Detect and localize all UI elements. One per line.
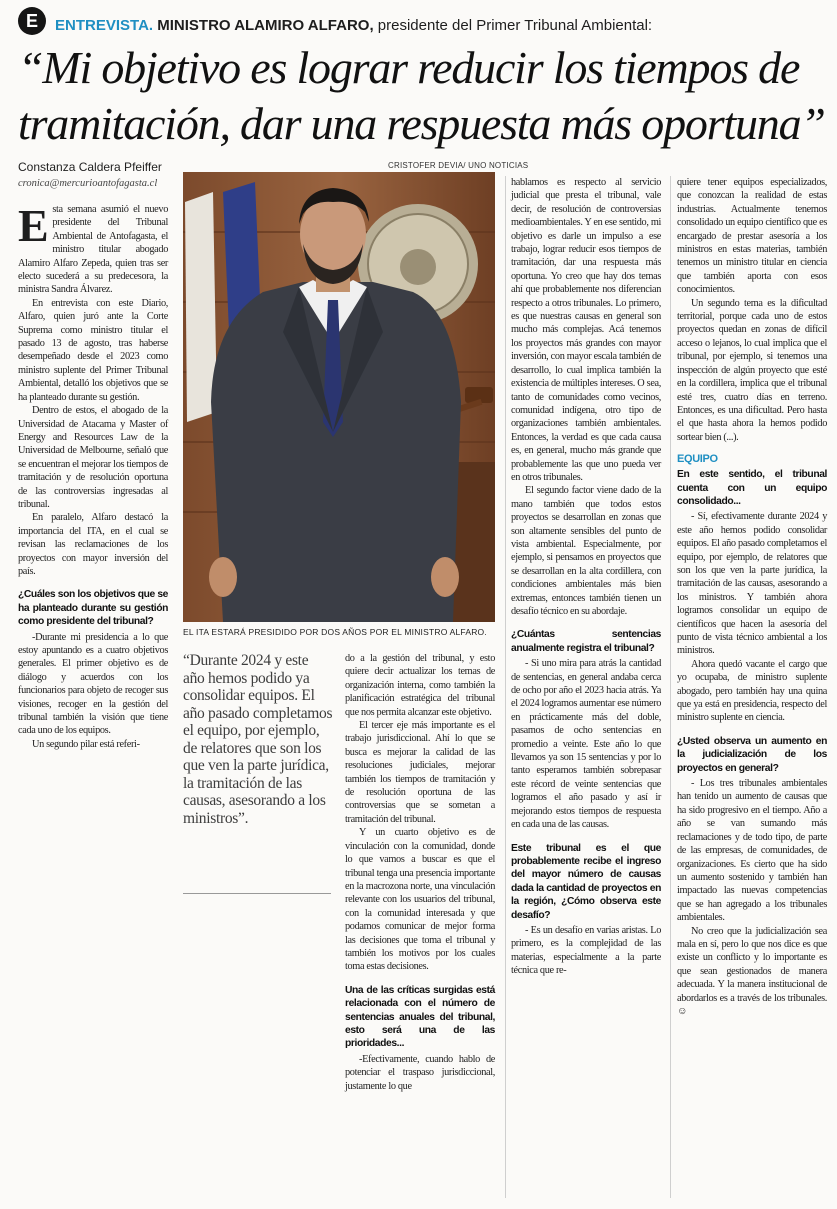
paragraph: quiere tener equipos especializados, que conozcan la realidad de estas industrias. Actualmente tenemos consolidado un equipo científico que es encargado de prestar asesoría a los ministros en estas materias, también tenemos un ministro titular en ciencia que también aporta con esos conocimientos. (677, 177, 827, 296)
byline-email[interactable]: cronica@mercurioantofagasta.cl (18, 178, 158, 189)
byline-author: Constanza Caldera Pfeiffer (18, 160, 162, 174)
lead-paragraph (18, 200, 168, 297)
paragraph: Dentro de estos, el abogado de la Universidad de Atacama y Master of Energy and Resources Law de la Universidad de Melbourne, señaló que se encuentran el mejorar los tiempos de tramitación y de resolución oportuna de las controversias ingresadas al tribunal. (18, 405, 168, 510)
subheading-equipo: EQUIPO (677, 453, 718, 466)
photo-credit: CRISTOFER DEVIA/ UNO NOTICIAS (388, 161, 529, 170)
interview-question: Una de las críticas surgidas está relacionada con el número de sentencias anuales del tribunal, esto será una de las prioridades... (345, 984, 495, 1050)
paragraph (677, 925, 827, 1019)
divider (183, 893, 331, 894)
article-column-3 (511, 176, 661, 978)
kicker-line (55, 17, 652, 35)
interviewee-role: presidente del Primer Tribunal Ambiental: (373, 17, 653, 34)
paragraph: El segundo factor viene dado de la mano también que todos estos proyectos se desarrollan en zonas que son altamente sensibles del punto de vista ambiental. Especialmente, por ejemplo, si pensamos en proyectos que se desarrollan en la alta cordillera, con condiciones ambientales más bien extremas, entonces también tienen un desafío técnico en su abordaje. (511, 485, 661, 617)
paragraph: -Durante mi presidencia a lo que estoy apuntando es a cuatro objetivos generales. El primer objetivo es de diálogo y acuerdos con los funcionarios para objeto de recoger sus visiones, recoger en la gestión del tribunal también la visión que tiene cada uno de los equipos. (18, 631, 168, 737)
closing-text: No creo que la judicialización sea mala en sí, pero lo que nos dice es que existe un conflicto y lo importante es que sean gestionados de manera adecuada. Y la manera institucional de abordarlos es a través de los tribunales. (677, 925, 827, 1004)
paragraph: do a la gestión del tribunal, y esto quiere decir actualizar los temas de organización interna, como también la planificación estratégica del tribunal que nos permita alcanzar este objetivo. (345, 653, 495, 718)
paragraph: Un segundo pilar está referi- (32, 738, 140, 750)
paragraph: Ahora quedó vacante el cargo que yo ocupaba, de ministro suplente abogado, pero también hay una quina que ya está en presidencia, respecto del ministro suplente en ciencia. (677, 658, 827, 724)
column-rule (505, 176, 506, 1198)
article-column-4 (677, 176, 827, 1018)
paragraph: En paralelo, Alfaro destacó la importancia del ITA, en el cual se revisan las reclamaciones de los proyectos con mayor inversión del país. (18, 512, 168, 577)
paragraph: - Es un desafío en varias aristas. Lo primero, es la complejidad de las materias, especialmente a la parte técnica que re- (511, 924, 661, 977)
portrait-illustration (183, 172, 495, 622)
interview-question: ¿Cuántas sentencias anualmente registra el tribunal? (511, 629, 661, 654)
paragraph: - Los tres tribunales ambientales han tenido un aumento de causas que ha sido progresivo en el tiempo. Año a año se van sumando más reclamaciones y de todo tipo, de parte de las empresas, de comunidades, de organizaciones. Es cierto que ha sido un aumento sostenido y también han impactado las nuevas competencias que se han agregado a los tribunales ambientales. (677, 778, 827, 924)
interview-question: Este tribunal es el que probablemente recibe el ingreso del mayor número de causas dada la cantidad de proyectos en la región, ¿Cómo observa este desafío? (511, 842, 661, 921)
drop-cap: E (18, 200, 49, 251)
article-column-1 (18, 200, 168, 751)
interview-question: ¿Usted observa un aumento en la judicialización de los proyectos en general? (677, 735, 827, 774)
section-label: ENTREVISTA. (55, 17, 154, 34)
portrait-photo (183, 172, 495, 622)
paragraph: El tercer eje más importante es el trabajo jurisdiccional. Ahí lo que se busca es mejorar la calidad de las resoluciones judiciales, mejorar también los tiempos de tramitación y de resolución oportuna de las controversias que se sometan a tramitación del tribunal. (345, 720, 495, 825)
paragraph: Y un cuarto objetivo es de vinculación con la comunidad, donde lo que vamos a buscar es que el tribunal tenga una presencia importante en la macrozona norte, una vinculación relevante con los usuarios del tribunal, con la comunidad interesada y que podamos comunicar de mejor forma las decisiones que toma el tribunal y también los motivos por los cuales toma estas decisiones. (345, 827, 495, 973)
pull-quote: “Durante 2024 y este año hemos podido ya consolidar equipos. El año pasado completamos el equipo, por ejemplo, de relatores que son los que ven la parte jurídica, la tramitación de las causas, asesorando a los ministros”. (183, 652, 333, 827)
paragraph: En entrevista con este Diario, Alfaro, quien juró ante la Corte Suprema como ministro titular el pasado 13 de agosto, tras haberse desempeñado desde el 2023 como ministro suplente del Primer Tribunal Ambiental, detalló los objetivos que se ha planteado durante su gestión. (18, 297, 168, 403)
photo-caption: EL ITA ESTARÁ PRESIDIDO POR DOS AÑOS POR EL MINISTRO ALFARO. (183, 627, 487, 637)
paragraph: - Sí, efectivamente durante 2024 y este año hemos podido consolidar equipos. El año pasado completamos el equipo, por ejemplo, de relatores que son los que ven la parte jurídica, la tramitación de las causas, asesorando a los ministros. Y también ahora logramos consolidar un equipo de científicos que hacen la asesoría del punto de vista técnico ambiental a los ministros. (677, 511, 827, 657)
paragraph: hablamos es respecto al servicio judicial que presta el tribunal, vale decir, de resolución de controversias medioambientales. Y en ese sentido, mi objetivo es darle un impulso a ese trabajo, lograr reducir esos tiempos de tramitación, dar una respuesta más oportuna. Yo creo que hay dos temas ahí que probablemente nos diferencian respecto a otros tribunales. Lo primero, es que nuestras causas en general son mucho más complejas. Acá tenemos los proyectos más grandes con mayor inversión, con mayor escala también de desarrollo, lo cual implica también la existencia de múltiples intereses. O sea, tanto de comunidades como vecinos, comunidad indígena, otro tipo de organizaciones también ambientales. Entonces, la verdad es que cada causa es, en general, mucho más grande que probablemente las que uno pueda ver en otros tribunales. (511, 177, 661, 483)
section-badge: E (18, 7, 46, 35)
article-column-2 (345, 652, 495, 1093)
interview-question: ¿Cuáles son los objetivos que se ha planteado durante su gestión como presidente del tribunal? (18, 589, 168, 628)
interview-question: En este sentido, el tribunal cuenta con un equipo consolidado... (677, 469, 827, 507)
paragraph: -Efectivamente, cuando hablo de potenciar el traspaso jurisdiccional, justamente lo que (345, 1053, 495, 1092)
interviewee-name: MINISTRO ALAMIRO ALFARO, (157, 17, 374, 34)
column-rule (670, 176, 671, 1198)
paragraph: - Si uno mira para atrás la cantidad de sentencias, en general andaba cerca de ocho por año el 2023 hacia atrás. Ya el 2024 logramos aumentar ese número en prácticamente más del doble, pasamos de ocho sentencias en promedio a veinte. Este año lo que llevamos ya son 15 sentencias y por lo tanto esperamos también sobrepasar este récord de veinte sentencias que logramos el año pasado y así ir mejorando estos tiempos de respuesta en cada una de las causas. (511, 658, 661, 831)
headline: “Mi objetivo es lograr reducir los tiempos de tramitación, dar una respuesta más oportuna” (18, 42, 825, 149)
lead-text: sta semana asumió el nuevo presidente del Tribunal Ambiental de Antofagasta, el ministro titular abogado Alamiro Alfaro Zepeda, quien tras ser electo sucederá a su predecesora, la ministra Sandra Álvarez. (18, 204, 168, 296)
paragraph: Un segundo tema es la dificultad territorial, porque cada uno de estos proyectos quedan en zonas de difícil acceso o lejanos, lo cual implica que el tribunal, por ejemplo, si tenemos una inspección de algún proyecto que esté en la cordillera, implica que el tribunal esté tres, cuatro días en terreno. Entonces, es una dificultad. Pero hasta el que hasta ahora la hemos podido sortear bien (...). (677, 297, 827, 443)
end-mark-icon: ☺ (677, 1005, 688, 1017)
